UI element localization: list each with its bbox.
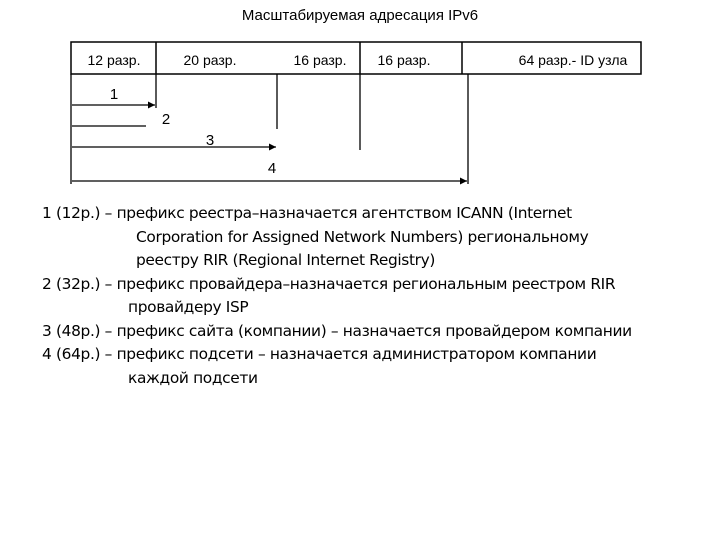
desc-1-line-2: Corporation for Assigned Network Numbers) региональному xyxy=(136,227,589,246)
arrow-label-3: 3 xyxy=(205,132,215,149)
arrow-label-1: 1 xyxy=(109,86,119,103)
desc-4-line-2: каждой подсети xyxy=(128,368,258,387)
desc-3-line-1: 3 (48р.) – префикс сайта (компании) – назначается провайдером компании xyxy=(42,321,632,340)
desc-2-line-2: провайдеру ISP xyxy=(128,298,249,316)
desc-1-line-3: реестру RIR (Regional Internet Registry) xyxy=(136,251,436,269)
descriptions xyxy=(42,202,712,390)
desc-2-line-1: 2 (32р.) – префикс провайдера–назначается региональным реестром RIR xyxy=(42,274,616,293)
field-label-3: 16 разр. xyxy=(293,52,347,68)
arrow-label-4: 4 xyxy=(267,160,277,177)
arrow-label-2: 2 xyxy=(161,111,171,128)
address-diagram xyxy=(0,0,720,200)
diagram-title: Масштабируемая адресация IPv6 xyxy=(241,7,479,24)
desc-4-line-1: 4 (64р.) – префикс подсети – назначается администратором компании xyxy=(42,345,597,363)
field-label-4: 16 разр. xyxy=(377,52,431,68)
field-label-1: 12 разр. xyxy=(87,52,141,68)
field-label-2: 20 разр. xyxy=(183,52,237,68)
field-label-5: 64 разр.- ID узла xyxy=(518,52,628,68)
desc-1-line-1: 1 (12р.) – префикс реестра–назначается агентством ICANN (Internet xyxy=(42,204,572,222)
